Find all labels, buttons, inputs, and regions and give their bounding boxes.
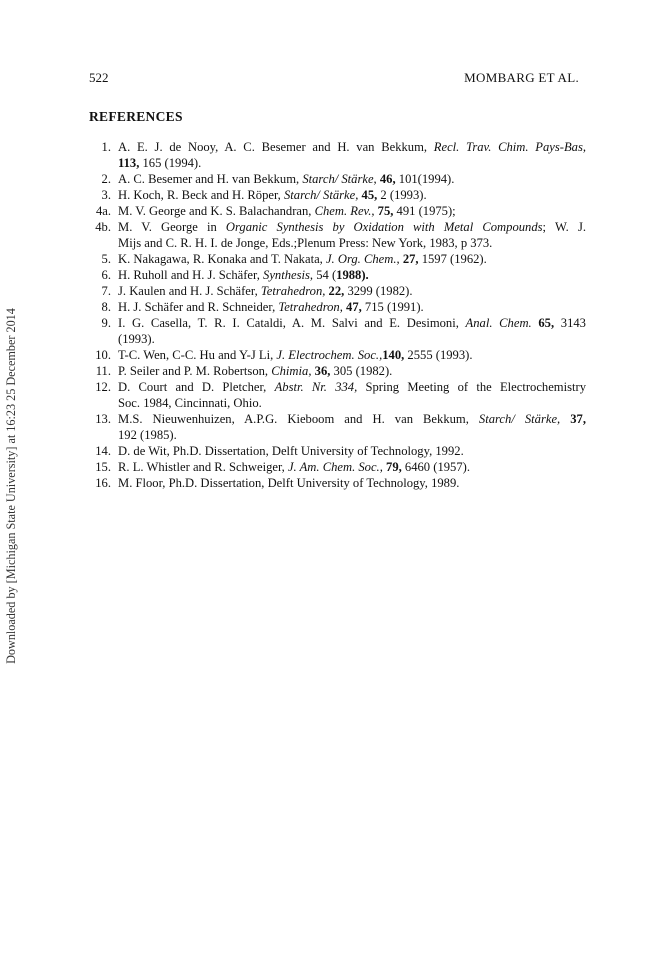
reference-entry: [86, 347, 586, 363]
reference-segment: D. de Wit, Ph.D. Dissertation, Delft University of Technology, 1992.: [118, 444, 464, 458]
reference-number: 7.: [101, 284, 111, 298]
reference-number: 4a.: [95, 204, 111, 218]
reference-text: [118, 379, 586, 411]
journal-title: Recl. Trav. Chim. Pays-Bas,: [433, 140, 586, 154]
reference-segment: 305 (1982).: [330, 364, 393, 378]
reference-number: 2.: [101, 172, 111, 186]
reference-entry: [86, 139, 586, 171]
reference-number: 1.: [101, 140, 111, 154]
reference-segment: 6460 (1957).: [401, 460, 470, 474]
reference-segment: I. G. Casella, T. R. I. Cataldi, A. M. Salvi and E. Desimoni,: [118, 316, 466, 330]
reference-segment: 715 (1991).: [361, 300, 424, 314]
reference-line: [118, 459, 586, 475]
reference-entry: [86, 187, 586, 203]
reference-segment: T-C. Wen, C-C. Hu and Y-J Li,: [118, 348, 277, 362]
reference-segment: 101(1994).: [395, 172, 455, 186]
reference-line: [118, 155, 586, 171]
reference-number: 15.: [95, 460, 111, 474]
reference-number: 4b.: [95, 220, 111, 234]
reference-line: [118, 267, 586, 283]
reference-segment: 1597 (1962).: [418, 252, 487, 266]
journal-title: J. Am. Chem. Soc.,: [287, 460, 383, 474]
journal-title: Organic Synthesis by Oxidation with Metal Compounds: [225, 220, 543, 234]
reference-text: [118, 203, 586, 219]
reference-line: [118, 411, 586, 427]
reference-segment: R. L. Whistler and R. Schweiger,: [118, 460, 288, 474]
reference-line: [118, 235, 586, 251]
reference-number: 6.: [101, 268, 111, 282]
reference-segment: M.S. Nieuwenhuizen, A.P.G. Kieboom and H. van Bekkum,: [118, 412, 479, 426]
journal-title: Tetrahedron,: [260, 284, 326, 298]
reference-number: 12.: [95, 380, 111, 394]
reference-text: [118, 299, 586, 315]
reference-line: [118, 299, 586, 315]
reference-text: [118, 459, 586, 475]
reference-segment: M. V. George and K. S. Balachandran,: [118, 204, 315, 218]
volume-number: 113,: [118, 156, 140, 170]
reference-segment: 2555 (1993).: [404, 348, 473, 362]
reference-segment: 3143: [554, 316, 586, 330]
reference-line: [118, 379, 586, 395]
reference-number: 5.: [101, 252, 111, 266]
reference-segment: P. Seiler and P. M. Robertson,: [118, 364, 272, 378]
volume-number: 1988).: [336, 268, 369, 282]
journal-title: J. Electrochem. Soc.,: [276, 348, 383, 362]
reference-number: 9.: [101, 316, 111, 330]
reference-line: [118, 331, 586, 347]
reference-line: [118, 475, 586, 491]
reference-text: [118, 219, 586, 251]
reference-segment: Soc. 1984, Cincinnati, Ohio.: [118, 396, 262, 410]
journal-title: Anal. Chem.: [465, 316, 532, 330]
journal-title: Synthesis,: [263, 268, 314, 282]
reference-segment: Spring Meeting of the Electrochemistry: [357, 380, 586, 394]
reference-segment: 3299 (1982).: [344, 284, 413, 298]
reference-entry: [86, 267, 586, 283]
reference-line: [118, 443, 586, 459]
reference-entry: [86, 459, 586, 475]
reference-text: [118, 187, 586, 203]
reference-segment: D. Court and D. Pletcher,: [118, 380, 275, 394]
volume-number: 79,: [386, 460, 402, 474]
reference-text: [118, 443, 586, 459]
reference-entry: [86, 251, 586, 267]
reference-entry: [86, 411, 586, 443]
volume-number: 75,: [377, 204, 394, 218]
reference-segment: 192 (1985).: [118, 428, 177, 442]
reference-text: [118, 283, 586, 299]
reference-segment: H. Koch, R. Beck and H. Röper,: [118, 188, 284, 202]
journal-title: Starch/ Stärke,: [283, 188, 359, 202]
reference-text: [118, 475, 586, 491]
reference-text: [118, 347, 586, 363]
reference-segment: 491 (1975);: [393, 204, 456, 218]
reference-line: [118, 187, 586, 203]
reference-number: 3.: [101, 188, 111, 202]
reference-entry: [86, 379, 586, 411]
reference-segment: J. Kaulen and H. J. Schäfer,: [118, 284, 261, 298]
reference-entry: [86, 315, 586, 347]
reference-segment: 165 (1994).: [139, 156, 202, 170]
reference-text: [118, 363, 586, 379]
reference-line: [118, 427, 586, 443]
reference-line: [118, 283, 586, 299]
volume-number: 27,: [402, 252, 419, 266]
volume-number: 45,: [361, 188, 378, 202]
volume-number: 65,: [538, 316, 555, 330]
reference-text: [118, 315, 586, 347]
reference-segment: H. J. Schäfer and R. Schneider,: [118, 300, 279, 314]
reference-line: [118, 395, 586, 411]
download-watermark: Downloaded by [Michigan State University] at 16:23 25 December 2014: [4, 308, 18, 664]
reference-list: [86, 139, 586, 491]
reference-entry: [86, 299, 586, 315]
reference-number: 10.: [95, 348, 111, 362]
reference-line: [118, 203, 586, 219]
page-number: 522: [89, 70, 109, 85]
journal-title: J. Org. Chem.,: [325, 252, 400, 266]
reference-segment: H. Ruholl and H. J. Schäfer,: [118, 268, 264, 282]
reference-text: [118, 411, 586, 443]
running-head: MOMBARG ET AL.: [464, 70, 579, 85]
reference-segment: 54 (: [313, 268, 337, 282]
journal-title: Starch/ Stärke,: [478, 412, 561, 426]
reference-text: [118, 171, 586, 187]
reference-line: [118, 347, 586, 363]
reference-entry: [86, 203, 586, 219]
reference-segment: M. Floor, Ph.D. Dissertation, Delft University of Technology, 1989.: [118, 476, 460, 490]
reference-number: 13.: [95, 412, 111, 426]
reference-number: 11.: [95, 364, 111, 378]
reference-line: [118, 139, 586, 155]
reference-entry: [86, 283, 586, 299]
reference-line: [118, 315, 586, 331]
reference-number: 14.: [95, 444, 111, 458]
journal-title: Abstr. Nr. 334,: [274, 380, 358, 394]
reference-entry: [86, 475, 586, 491]
references-heading: REFERENCES: [89, 109, 183, 124]
reference-entry: [86, 219, 586, 251]
reference-text: [118, 139, 586, 171]
reference-segment: ; W. J.: [542, 220, 587, 234]
reference-number: 16.: [95, 476, 111, 490]
reference-line: [118, 171, 586, 187]
journal-title: Chem. Rev.,: [314, 204, 375, 218]
reference-line: [118, 363, 586, 379]
volume-number: 36,: [314, 364, 331, 378]
volume-number: 37,: [570, 412, 586, 426]
reference-segment: A. E. J. de Nooy, A. C. Besemer and H. van Bekkum,: [118, 140, 434, 154]
reference-segment: (1993).: [118, 332, 155, 346]
reference-segment: A. C. Besemer and H. van Bekkum,: [118, 172, 303, 186]
journal-title: Tetrahedron,: [278, 300, 343, 314]
journal-title: Starch/ Stärke,: [302, 172, 377, 186]
reference-text: [118, 251, 586, 267]
reference-segment: 2 (1993).: [377, 188, 427, 202]
reference-entry: [86, 443, 586, 459]
reference-segment: K. Nakagawa, R. Konaka and T. Nakata,: [118, 252, 326, 266]
reference-segment: M. V. George in: [118, 220, 226, 234]
reference-line: [118, 251, 586, 267]
reference-segment: Mijs and C. R. H. I. de Jonge, Eds.;Plenum Press: New York, 1983, p 373.: [118, 236, 493, 250]
volume-number: 46,: [379, 172, 396, 186]
reference-line: [118, 219, 586, 235]
journal-title: Chimia,: [271, 364, 312, 378]
volume-number: 22,: [328, 284, 345, 298]
reference-segment: [560, 412, 570, 426]
volume-number: 47,: [346, 300, 362, 314]
reference-entry: [86, 171, 586, 187]
reference-entry: [86, 363, 586, 379]
reference-number: 8.: [101, 300, 111, 314]
reference-text: [118, 267, 586, 283]
volume-number: 140,: [382, 348, 405, 362]
